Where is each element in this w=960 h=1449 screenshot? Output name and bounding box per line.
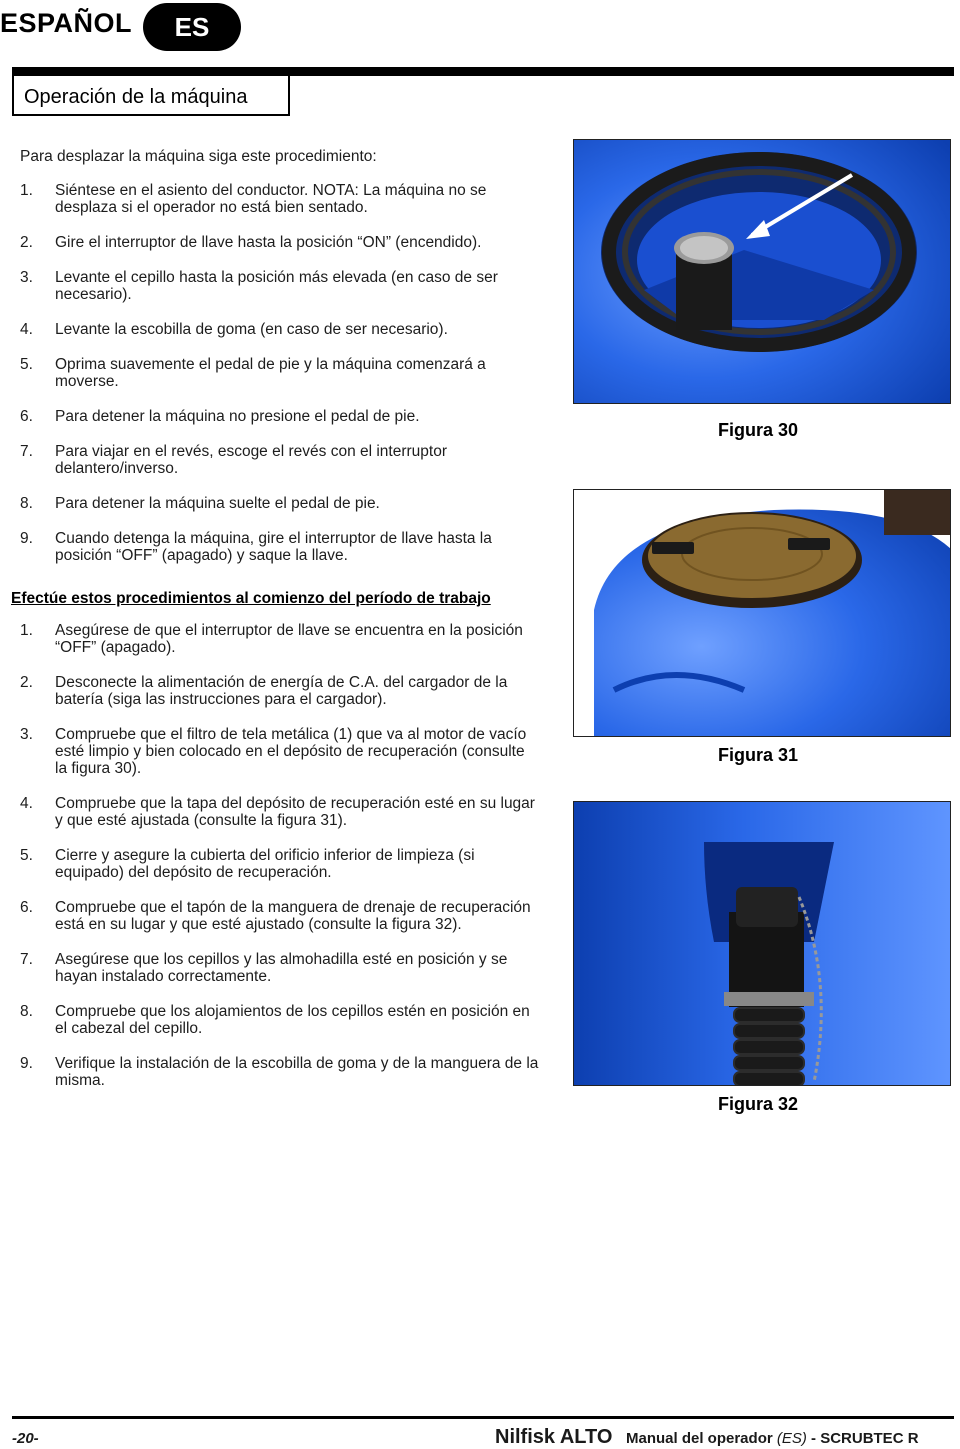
step-number: 3.	[20, 269, 33, 286]
list-item	[20, 951, 540, 985]
list-item	[20, 847, 540, 881]
step-number: 2.	[20, 674, 33, 691]
step-text: Levante el cepillo hasta la posición más elevada (en caso de ser necesario).	[55, 269, 498, 303]
step-text: Levante la escobilla de goma (en caso de ser necesario).	[55, 321, 448, 338]
manual-suffix: - SCRUBTEC R	[806, 1430, 919, 1447]
list-item	[20, 674, 540, 708]
list-item	[20, 795, 540, 829]
figure-32-photo	[573, 801, 951, 1086]
step-number: 7.	[20, 443, 33, 460]
list-item	[20, 269, 540, 303]
step-text: Compruebe que la tapa del depósito de recuperación esté en su lugar y que esté ajustada (consulte la figura 31).	[55, 795, 535, 829]
list-item	[20, 495, 540, 512]
page-number: -20-	[12, 1430, 39, 1447]
figure-31-photo	[573, 489, 951, 737]
step-text: Verifique la instalación de la escobilla de goma y de la manguera de la misma.	[55, 1055, 539, 1089]
step-number: 1.	[20, 182, 33, 199]
intro-text: Para desplazar la máquina siga este procedimiento:	[20, 148, 377, 165]
list-item	[20, 1055, 540, 1089]
step-number: 5.	[20, 356, 33, 373]
manual-prefix: Manual del operador	[626, 1430, 777, 1447]
start-steps-list	[20, 622, 540, 1089]
drain-hose-plug-image	[574, 802, 951, 1086]
list-item	[20, 530, 540, 564]
step-text: Siéntese en el asiento del conductor. NOTA: La máquina no se desplaza si el operador no está bien sentado.	[55, 182, 487, 216]
list-item	[20, 182, 540, 216]
step-number: 6.	[20, 408, 33, 425]
list-item	[20, 443, 540, 477]
step-number: 1.	[20, 622, 33, 639]
step-text: Cierre y asegure la cubierta del orificio inferior de limpieza (si equipado) del depósito de recuperación.	[55, 847, 475, 881]
step-number: 9.	[20, 1055, 33, 1072]
step-text: Para detener la máquina no presione el pedal de pie.	[55, 408, 420, 425]
figure-30-photo	[573, 139, 951, 404]
step-number: 7.	[20, 951, 33, 968]
footer-rule	[12, 1416, 954, 1419]
figure-31-caption: Figura 31	[718, 745, 799, 765]
footer-brand: Nilfisk ALTO	[495, 1426, 613, 1448]
figure-32-caption: Figura 32	[718, 1094, 799, 1114]
language-badge: ES	[143, 3, 241, 51]
step-text: Desconecte la alimentación de energía de C.A. del cargador de la batería (siga las instrucciones para el cargador).	[55, 674, 508, 708]
top-rule	[12, 67, 954, 76]
step-number: 4.	[20, 795, 33, 812]
section-title: Operación de la máquina	[12, 76, 290, 116]
footer-manual-title	[626, 1430, 919, 1447]
list-item	[20, 356, 540, 390]
list-item	[20, 234, 540, 251]
step-text: Asegúrese de que el interruptor de llave se encuentra en la posición “OFF” (apagado).	[55, 622, 523, 656]
step-text: Para viajar en el revés, escoge el revés con el interruptor delantero/inverso.	[55, 443, 448, 477]
list-item	[20, 726, 540, 777]
step-number: 2.	[20, 234, 33, 251]
step-number: 8.	[20, 495, 33, 512]
manual-language: (ES)	[776, 1430, 807, 1447]
step-text: Gire el interruptor de llave hasta la posición “ON” (encendido).	[55, 234, 482, 251]
step-number: 4.	[20, 321, 33, 338]
moving-steps-list	[20, 182, 540, 564]
step-text: Para detener la máquina suelte el pedal de pie.	[55, 495, 380, 512]
list-item	[20, 321, 540, 338]
list-item	[20, 622, 540, 656]
step-text: Oprima suavemente el pedal de pie y la máquina comenzará a moverse.	[55, 356, 486, 390]
list-item	[20, 1003, 540, 1037]
step-text: Asegúrese que los cepillos y las almohadilla esté en posición y se hayan instalado correctamente.	[55, 951, 508, 985]
step-text: Compruebe que el tapón de la manguera de drenaje de recuperación está en su lugar y que esté ajustado (consulte la figura 32).	[55, 899, 531, 933]
step-number: 9.	[20, 530, 33, 547]
list-item	[20, 408, 540, 425]
list-item	[20, 899, 540, 933]
start-of-shift-heading: Efectúe estos procedimientos al comienzo del período de trabajo	[11, 590, 491, 607]
figure-30-caption: Figura 30	[718, 420, 799, 440]
step-text: Compruebe que el filtro de tela metálica (1) que va al motor de vacío esté limpio y bien colocado en el depósito de recuperación (consulte la figura 30).	[55, 726, 527, 777]
language-title: ESPAÑOL	[0, 8, 133, 38]
recovery-tank-filter-image	[574, 140, 951, 404]
main-content	[11, 148, 540, 1107]
step-number: 6.	[20, 899, 33, 916]
step-number: 3.	[20, 726, 33, 743]
step-number: 5.	[20, 847, 33, 864]
step-number: 8.	[20, 1003, 33, 1020]
step-text: Compruebe que los alojamientos de los cepillos estén en posición en el cabezal del cepillo.	[55, 1003, 530, 1037]
recovery-tank-lid-image	[574, 490, 951, 737]
step-text: Cuando detenga la máquina, gire el interruptor de llave hasta la posición “OFF” (apagado) y saque la llave.	[55, 530, 492, 564]
